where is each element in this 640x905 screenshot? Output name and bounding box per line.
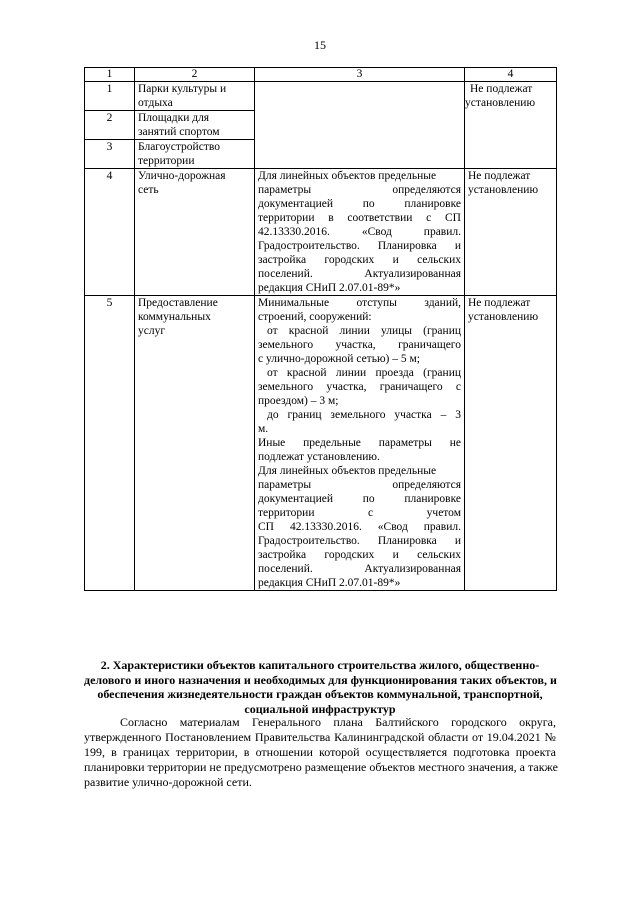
row-status-merged: Не подлежат установлению [465,82,557,169]
section-paragraph: Согласно материалам Генерального плана Балтийского городского округа, утвержденного Постановлением Правительства Калининградской области от 19.04.2021 № 199, в границах территории, в отношении которой осуществляется подготовка проекта планировки территории не предусмотрено размещение объектов местного значения, а также развитие улично-дорожной сети. [84,715,558,789]
zoning-parameters-table [84,67,557,591]
table-header-cell: 2 [135,68,255,82]
row-number: 5 [85,296,135,591]
row-name: Улично-дорожная сеть [135,169,255,296]
table-header-row [85,68,557,82]
row-number: 4 [85,169,135,296]
row-status: Не подлежат установлению [465,296,557,591]
row-name: Благоустройство территории [135,140,255,169]
page-number: 15 [314,38,326,52]
section-heading: 2. Характеристики объектов капитального строительства жилого, общественно- делового и иного назначения и необходимых для функционирования таких объектов, и обеспечения жизнедеятельности граждан объектов коммунальной, транспортной, социальной инфраструктур [84,658,557,716]
row-params-empty [255,82,465,169]
row-params: Для линейных объектов предельные параметры определяются документацией по планировке территории в соответствии с СП 42.13330.2016. «Свод правил. Градостроительство. Планировка и застройка городских и сельских поселений. Актуализированная редакция СНиП 2.07.01-89*» [255,169,465,296]
table-row [85,296,557,591]
row-name: Парки культуры и отдыха [135,82,255,111]
row-name: Площадки для занятий спортом [135,111,255,140]
row-number: 2 [85,111,135,140]
row-status: Не подлежат установлению [465,169,557,296]
row-params: Минимальные отступы зданий, строений, сооружений: от красной линии улицы (границ земельного участка, граничащего с улично-дорожной сетью) – 5 м; от красной линии проезда (границ земельного участка, граничащего с проездом) – 3 м; до границ земельного участка – 3 м. Иные предельные параметры не подлежат установлению. Для линейных объектов предельные параметры определяются документацией по планировке территории с учетом СП 42.13330.2016. «Свод правил. Градостроительство. Планировка и застройка городских и сельских поселений. Актуализированная редакция СНиП 2.07.01-89*» [255,296,465,591]
table-header-cell: 1 [85,68,135,82]
table-row [85,82,557,111]
table-header-cell: 4 [465,68,557,82]
row-number: 1 [85,82,135,111]
table-row [85,169,557,296]
row-number: 3 [85,140,135,169]
row-name: Предоставление коммунальных услуг [135,296,255,591]
table-header-cell: 3 [255,68,465,82]
